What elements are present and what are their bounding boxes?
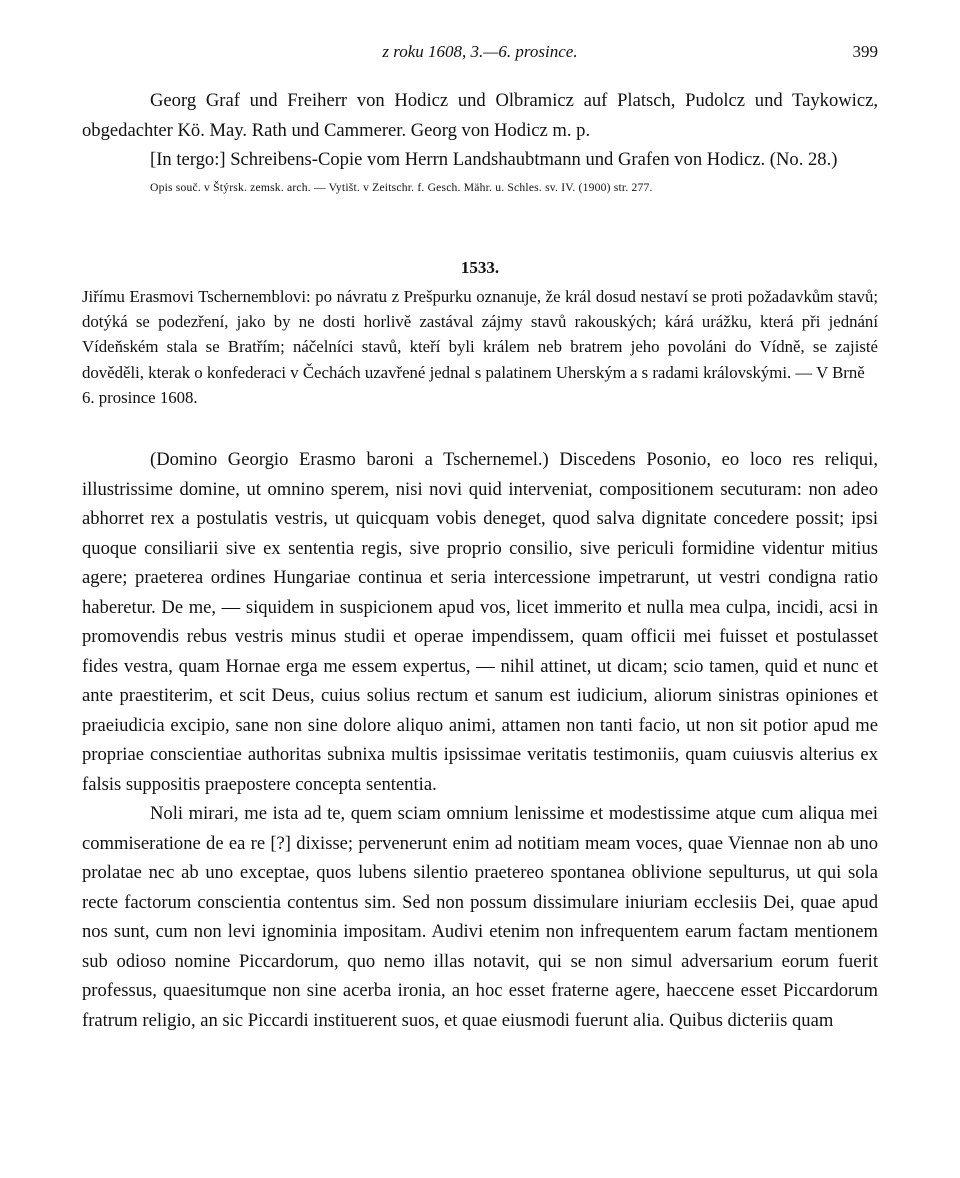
- summary-date: 6. prosince 1608.: [82, 387, 198, 407]
- body-paragraph: Noli mirari, me ista ad te, quem sciam omnium lenissime et modestissime atque cum aliqua mei commiseratione de ea re [?] dixisse; pervenerunt enim ad notitiam meam voces, quae Viennae non ab uno prolatae nec ab uno exceptae, quos lubens silentio praetereo spontanea oblivione sepulturus, ut qui sola recte factorum conscientia contentus sim. Sed non possum dissimulare iniuriam ecclesiis Dei, quae apud nos sunt, cum non levi ignominia impositam. Audivi etenim non infrequentem earum factam mentionem sub odioso nomine Piccardorum, quo nemo illas notavit, qui se non simul adversarium eorum fuerit professus, quaesitumque non sine acerba ironia, an hoc esset fraterne agere, haeccene esset Piccardorum fratrum religio, an sic Piccardi instituerent suos, et quae eiusmodi fuerunt alia. Quibus dicteriis quam: [82, 803, 878, 1031]
- document-number: 1533.: [460, 258, 500, 277]
- document-summary: [82, 284, 878, 410]
- page-number: 399: [852, 42, 878, 61]
- endorsement-line: [In tergo:] Schreibens-Copie vom Herrn Landshaubtmann und Grafen von Hodicz. (No. 28.): [150, 149, 838, 170]
- page-header: [82, 40, 878, 66]
- signature-line: Georg Graf und Freiherr von Hodicz und Olbramicz auf Platsch, Pudolcz und Taykowicz, obgedachter Kö. May. Rath und Cammerer. Georg von Hodicz m. p.: [82, 90, 878, 141]
- source-note: Opis souč. v Štýrsk. zemsk. arch. — Vytišt. v Zeitschr. f. Gesch. Mähr. u. Schles. sv. IV. (1900) str. 277.: [150, 180, 653, 194]
- running-head: z roku 1608, 3.—6. prosince.: [382, 42, 578, 61]
- summary-text: Jiřímu Erasmovi Tschernemblovi: po návratu z Prešpurku oznanuje, že král dosud nestaví se proti požadavkům stavů; dotýká se podezření, jako by ne dosti horlivě zastával zájmy stavů rakouských; kárá urážku, která při jednání Vídeňském stala se Bratřím; náčelníci stavů, kteří byli králem neb bratrem jeho povoláni do Vídně, se zajisté dověděli, kterak o konfederaci v Čechách uzavřené jednal s palatinem Uherským a s radami královskými. — V Brně: [82, 287, 878, 382]
- document-body: [82, 445, 878, 1035]
- body-paragraph: (Domino Georgio Erasmo baroni a Tschernemel.) Discedens Posonio, eo loco res reliqui, illustrissime domine, ut omnino sperem, nisi novi quid interveniat, compositionem secuturam: non adeo abhorret rex a postulatis vestris, ut quicquam vobis deneget, quod salva dignitate concedere possit; ipsi quoque consiliarii sive ex sententia regis, sive proprio consilio, sive periculi formidine videntur mitius agere; praeterea ordines Hungariae continua et seria intercessione impetrarunt, ut vestri condigna ratio haberetur. De me, — siquidem in suspicionem apud vos, licet immerito et nulla mea culpa, incidi, acsi in promovendis rebus vestris minus studii et operae impendissem, quam officii mei fuisset et postulasset fides vestra, quam Hornae erga me essem expertus, — nihil attinet, ut dicam; scio tamen, quid et nunc et ante praestiterim, et scit Deus, cuius solius rectum et sanum est iudicium, aliorum sinistras opiniones et praeiudicia excipio, sane non sine dolore aliquo animi, attamen non tanti facio, ut non sit potior apud me propriae conscientiae authoritas subnixa multis ipsissimae veritatis testimoniis, quam cuiusvis alterius ex falsis suppositis praepostere concepta sententia.: [82, 449, 878, 795]
- previous-document-ending: [82, 86, 878, 194]
